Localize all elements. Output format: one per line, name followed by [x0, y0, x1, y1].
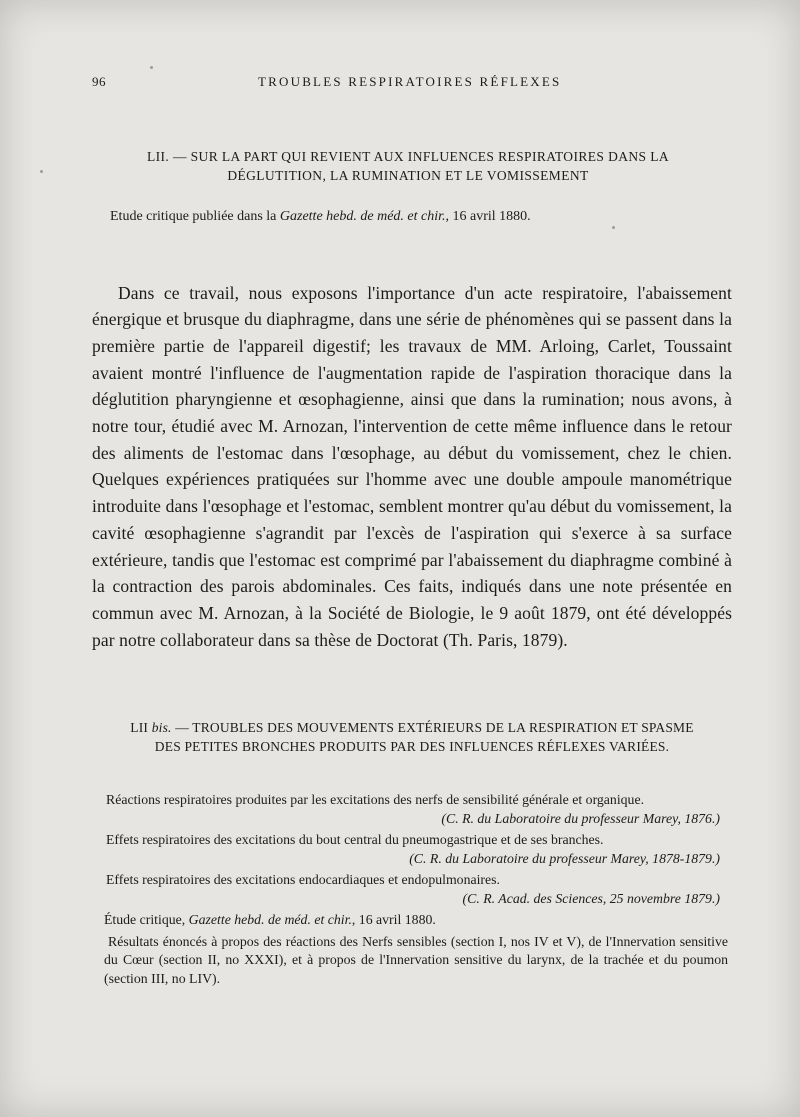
reference-item	[104, 791, 728, 828]
title-bis: bis.	[151, 720, 172, 735]
reference-list	[104, 791, 728, 991]
section-52-title	[108, 147, 708, 185]
reference-text: Réactions respiratoires produites par les excitations des nerfs de sensibilité générale et organique.	[106, 792, 645, 807]
reference-source	[104, 810, 728, 829]
reference-text: Effets respiratoires des excitations endocardiaques et endopulmonaires.	[106, 872, 500, 887]
scan-speck	[40, 170, 43, 173]
etude-critique-ref	[104, 911, 728, 930]
page-number: 96	[92, 74, 106, 89]
reference-source-text: (C. R. du Laboratoire du professeur Marey, 1876.)	[441, 810, 720, 826]
reference-item	[104, 871, 728, 908]
section-52-title-line-1: LII. — SUR LA PART QUI REVIENT AUX INFLUENCES RESPIRATOIRES DANS LA	[146, 149, 670, 164]
section-52-body: Dans ce travail, nous exposons l'importance d'un acte respiratoire, l'abaissement énergique et brusque du diaphragme, dans une série de phénomènes qui se passent dans la première partie de l'appareil digestif; les travaux de MM. Arloing, Carlet, Toussaint avaient montré l'influence de l'augmentation rapide de l'aspiration thoracique dans la déglutition pharyngienne et œsophagienne, ainsi que dans la rumination; nous avons, à notre tour, étudié avec M. Arnozan, l'intervention de cette même influence dans le retour des aliments de l'estomac dans l'œsophage, au début du vomissement, chez le chien. Quelques expériences pratiquées sur l'homme avec une double ampoule manométrique introduite dans l'œsophage et l'estomac, semblent montrer qu'au début du vomissement, la cavité œsophagienne s'agrandit par l'excès de l'aspiration qui s'exerce à sa surface extérieure, tandis que l'estomac est comprimé par l'abaissement du diaphragme combiné à la contraction des parois abdominales. Ces faits, indiqués dans une note présentée en commun avec M. Arnozan, à la Société de Biologie, le 9 août 1879, ont été développés par notre collaborateur dans sa thèse de Doctorat (Th. Paris, 1879).	[92, 282, 732, 650]
section-52bis-title	[92, 718, 732, 756]
title-rest: — TROUBLES DES MOUVEMENTS EXTÉRIEURS DE LA RESPIRATION ET SPASME	[171, 720, 694, 735]
section-52-publication-ref	[110, 209, 710, 225]
publication-ref-prefix: Etude critique publiée dans la	[110, 209, 280, 224]
reference-item	[104, 831, 728, 868]
scan-speck	[150, 66, 153, 69]
section-52bis-title-line-2: DES PETITES BRONCHES PRODUITS PAR DES INFLUENCES RÉFLEXES VARIÉES.	[154, 739, 670, 754]
title-number: LII	[130, 720, 152, 735]
etude-date: , 16 avril 1880.	[351, 912, 436, 927]
section-52bis-title-line-1	[92, 718, 732, 737]
reference-source	[104, 890, 728, 909]
scan-speck	[612, 226, 615, 229]
etude-prefix: Étude critique,	[104, 912, 189, 927]
reference-source-text: (C. R. Acad. des Sciences, 25 novembre 1879.)	[462, 890, 720, 906]
reference-source	[104, 850, 728, 869]
section-52-title-line-2: DÉGLUTITION, LA RUMINATION ET LE VOMISSEMENT	[227, 168, 589, 183]
running-head: TROUBLES RESPIRATOIRES RÉFLEXES	[258, 74, 562, 89]
publication-journal: Gazette hebd. de méd. et chir.	[279, 209, 446, 224]
results-note	[104, 933, 728, 989]
reference-text: Effets respiratoires des excitations du bout central du pneumogastrique et de ses branches.	[106, 832, 604, 847]
page-header	[92, 74, 708, 92]
etude-journal: Gazette hebd. de méd. et chir.	[188, 912, 352, 927]
reference-source-text: (C. R. du Laboratoire du professeur Marey, 1878-1879.)	[409, 850, 720, 866]
publication-ref-date: , 16 avril 1880.	[445, 209, 531, 224]
results-text: Résultats énoncés à propos des réactions des Nerfs sensibles (section I, nos IV et V), de l'Innervation sensitive du Cœur (section II, no XXXI), et à propos de l'Innervation sensitive du larynx, de la trachée et du poumon (section III, no LIV).	[104, 933, 728, 986]
